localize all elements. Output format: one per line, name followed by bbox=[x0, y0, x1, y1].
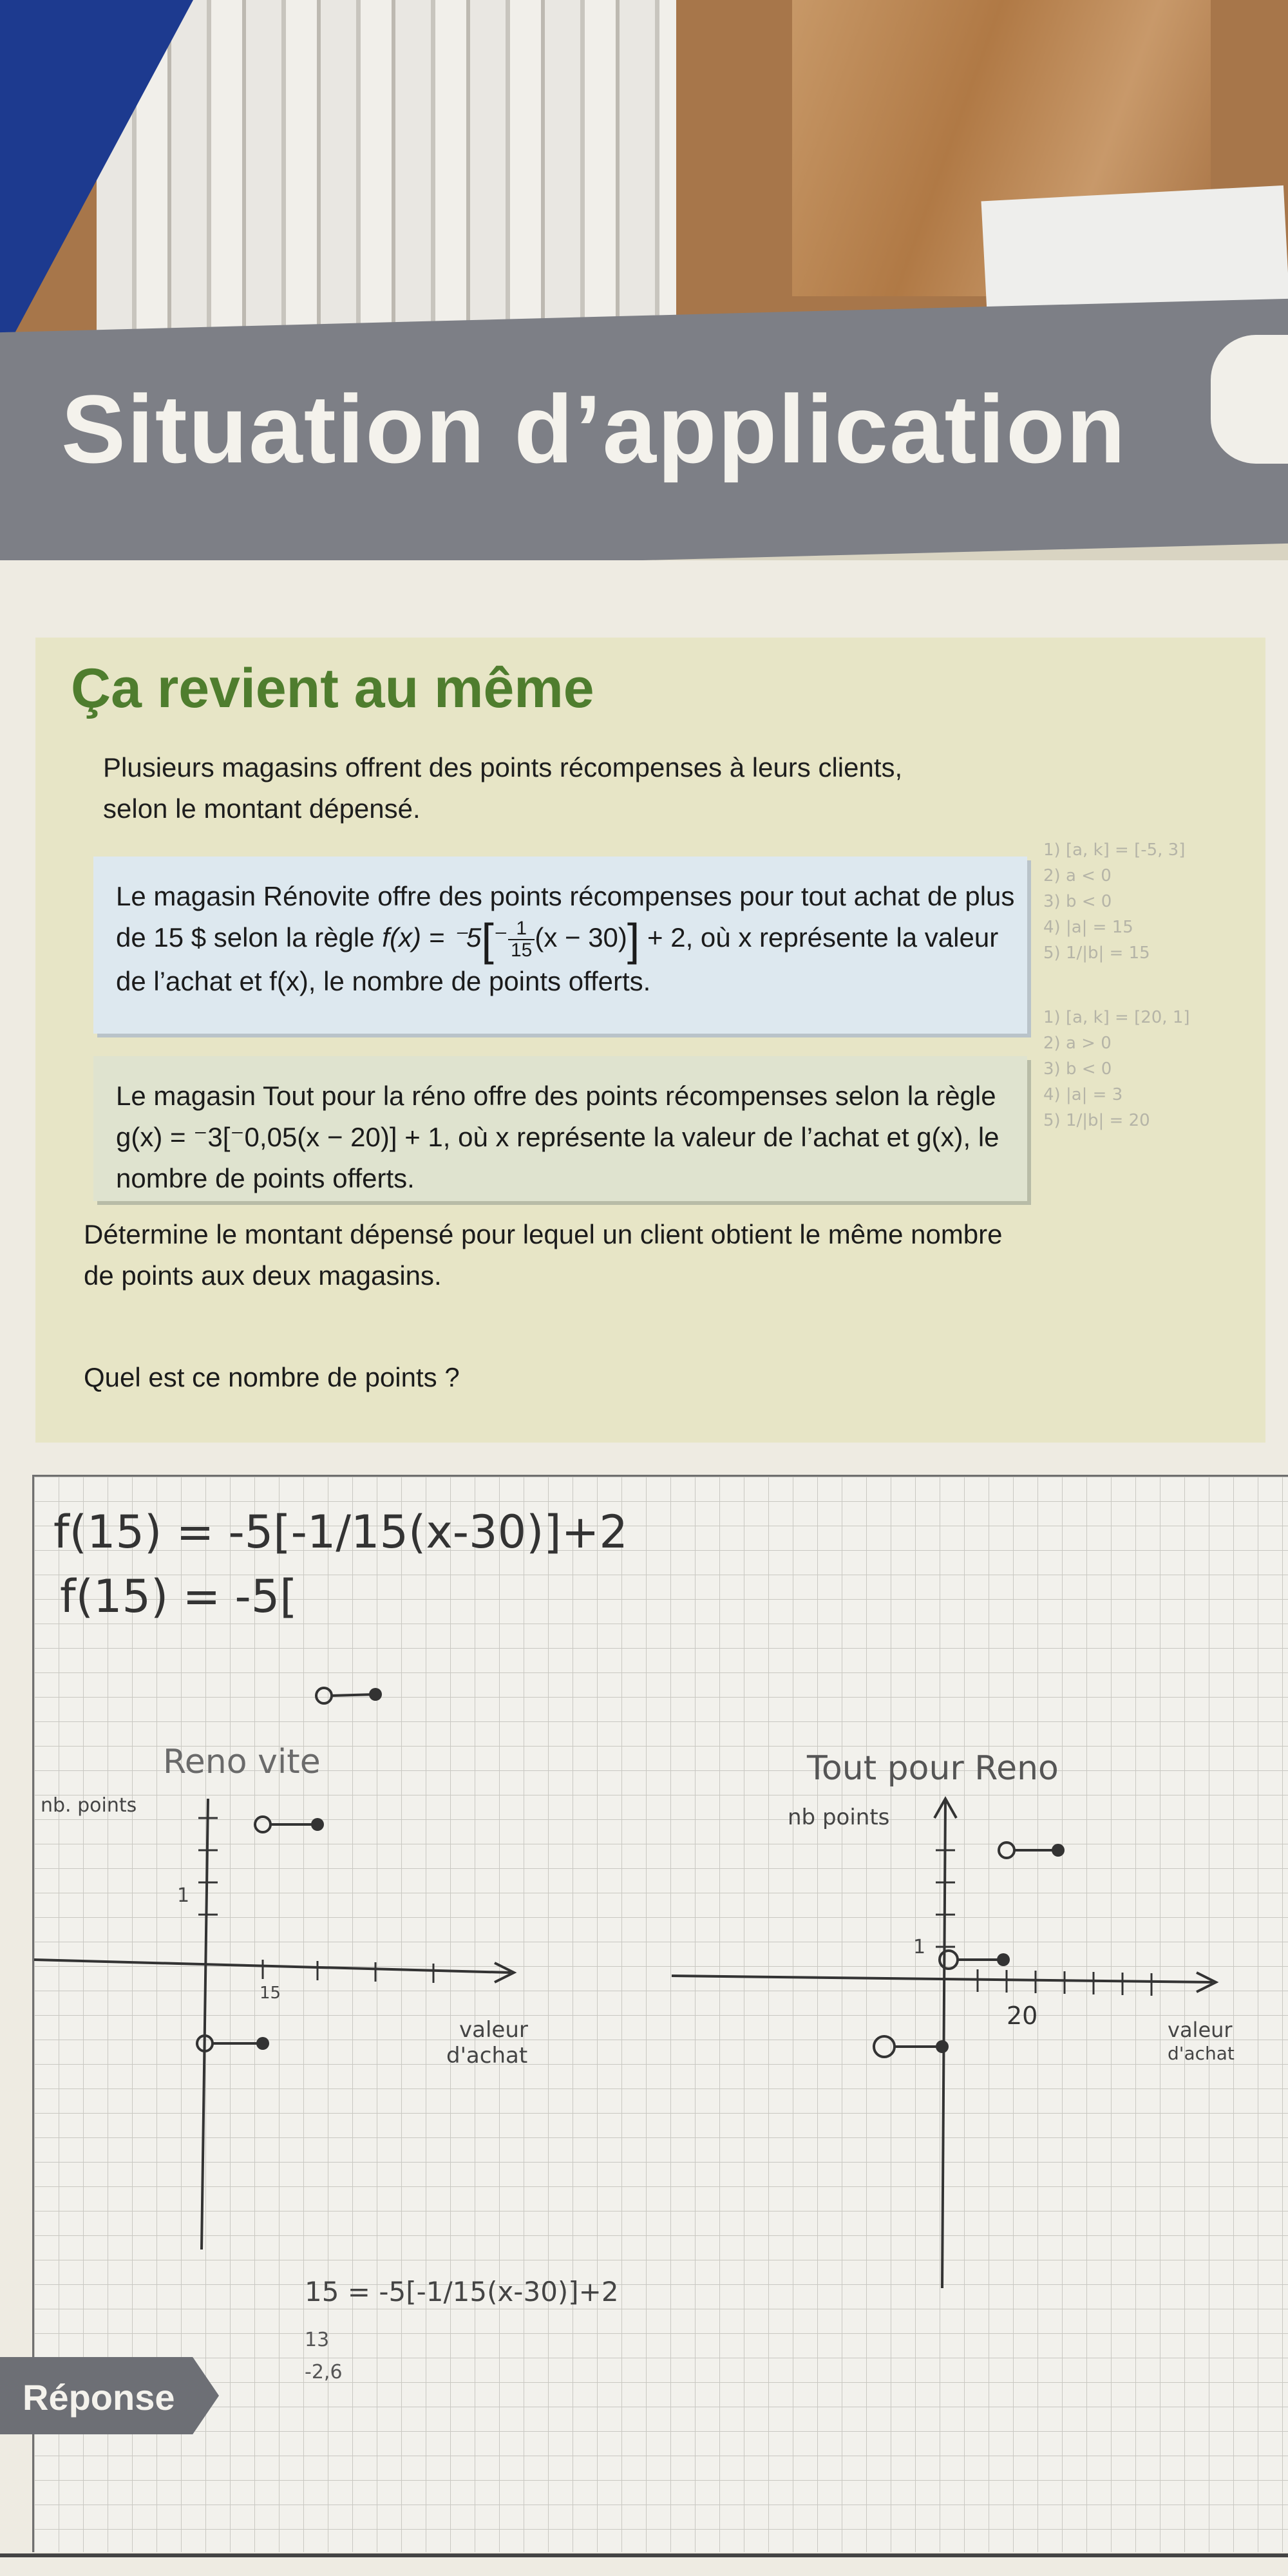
hw-equation-1: f(15) = -5[-1/15(x-30)]+2 bbox=[53, 1506, 628, 1558]
graph-b-xlabel: d'achat bbox=[1168, 2043, 1235, 2064]
graph-paper bbox=[32, 1475, 1288, 2552]
margin-note: 5) 1/|b| = 20 bbox=[1043, 1111, 1150, 1130]
graph-a-x-ticks bbox=[263, 1960, 433, 1983]
graph-a-open-point bbox=[316, 1688, 332, 1703]
photo-background bbox=[0, 0, 1288, 335]
close-bracket: ] bbox=[627, 914, 640, 965]
open-bracket: [ bbox=[481, 914, 494, 965]
graph-a-closed-point bbox=[256, 2037, 269, 2050]
margin-note: 3) b < 0 bbox=[1043, 1059, 1112, 1079]
margin-note: 3) b < 0 bbox=[1043, 892, 1112, 911]
handwriting-layer bbox=[34, 1477, 1288, 2550]
margin-note: 5) 1/|b| = 15 bbox=[1043, 943, 1150, 963]
fraction-denominator: 15 bbox=[510, 939, 533, 961]
hw-answer-step: 13 bbox=[305, 2329, 330, 2351]
graph-b-ytick-label: 1 bbox=[913, 1936, 926, 1958]
frac-sign: ⁻ bbox=[493, 922, 508, 952]
banner-tab bbox=[1211, 335, 1288, 464]
graph-a-x-axis bbox=[34, 1960, 511, 1973]
blue-folder bbox=[0, 0, 193, 335]
graph-b-xtick-label: 20 bbox=[1007, 2002, 1038, 2030]
margin-note: 2) a > 0 bbox=[1043, 1034, 1112, 1053]
graph-a-open-point bbox=[255, 1817, 270, 1832]
hw-equation-2: f(15) = -5[ bbox=[60, 1570, 298, 1623]
graph-b-open-point bbox=[874, 2036, 895, 2057]
graph-a-xlabel: valeur bbox=[459, 2017, 528, 2043]
graph-b-closed-point bbox=[936, 2040, 949, 2053]
graph-b-closed-point bbox=[1052, 1844, 1065, 1857]
margin-note: 4) |a| = 15 bbox=[1043, 918, 1133, 937]
store-a-text-start: Le magasin Rénovite offre des points récompenses pour tout achat de plus de 15 $ selon la règle bbox=[116, 881, 1015, 952]
hw-answer-equation: 15 = -5[-1/15(x-30)]+2 bbox=[305, 2276, 619, 2307]
graph-a-closed-point bbox=[369, 1688, 382, 1701]
page-title: Situation d’application bbox=[61, 375, 1127, 483]
graph-b-open-point bbox=[999, 1842, 1014, 1858]
graph-b-xlabel: valeur bbox=[1168, 2018, 1233, 2042]
graph-b-closed-point bbox=[997, 1953, 1010, 1966]
hw-answer-step: -2,6 bbox=[305, 2361, 343, 2383]
question-points: Quel est ce nombre de points ? bbox=[84, 1362, 460, 1392]
rule-tail: + 2, bbox=[639, 922, 694, 952]
intro-text: Plusieurs magasins offrent des points récompenses à leurs clients, selon le montant dépensé. bbox=[103, 752, 903, 824]
graph-a-ylabel: nb. points bbox=[41, 1794, 137, 1817]
graph-a-step bbox=[332, 1694, 375, 1696]
margin-pencil-notes bbox=[1043, 837, 1275, 1133]
fraction bbox=[508, 918, 535, 961]
graph-a-xlabel: d'achat bbox=[446, 2043, 528, 2069]
page-bottom-rule bbox=[0, 2553, 1288, 2557]
store-b-text: Le magasin Tout pour la réno offre des points récompenses selon la règle g(x) = ⁻3[⁻0,05(x − 20)] + 1, où x représente la valeur de l’achat et g(x), le nombre de points offerts. bbox=[116, 1081, 999, 1193]
question-text: Détermine le montant dépensé pour lequel un client obtient le même nombre de points aux deux magasins. bbox=[84, 1219, 1003, 1291]
graph-b-x-ticks bbox=[978, 1969, 1151, 1996]
rule-end: (x − 30) bbox=[535, 922, 627, 952]
margin-note: 4) |a| = 3 bbox=[1043, 1085, 1123, 1104]
answer-label: Réponse bbox=[23, 2377, 175, 2418]
fraction-numerator: 1 bbox=[508, 918, 535, 940]
textbook-page bbox=[0, 560, 1288, 2576]
graph-b-ylabel: nb points bbox=[788, 1804, 890, 1830]
graph-a-y-axis bbox=[202, 1799, 208, 2249]
graph-b-open-point bbox=[940, 1951, 958, 1969]
graph-a-ytick-label: 1 bbox=[177, 1884, 190, 1907]
graph-b-title: Tout pour Reno bbox=[807, 1749, 1059, 1788]
store-a-text-end: où x représente la valeur de l’achat et f(x), le nombre de points offerts. bbox=[116, 922, 999, 996]
margin-note: 1) [a, k] = [20, 1] bbox=[1043, 1008, 1190, 1027]
graph-a-closed-point bbox=[311, 1818, 324, 1831]
graph-a-xtick-label: 15 bbox=[260, 1984, 281, 2003]
store-a-text bbox=[116, 876, 1018, 1002]
graph-a-title: Reno vite bbox=[163, 1743, 321, 1781]
margin-note: 1) [a, k] = [-5, 3] bbox=[1043, 840, 1186, 860]
section-title: Ça revient au même bbox=[71, 658, 594, 719]
store-a-rule: f(x) = ⁻5 bbox=[382, 922, 482, 952]
margin-note: 2) a < 0 bbox=[1043, 866, 1112, 886]
graph-b-x-axis bbox=[672, 1976, 1213, 1982]
